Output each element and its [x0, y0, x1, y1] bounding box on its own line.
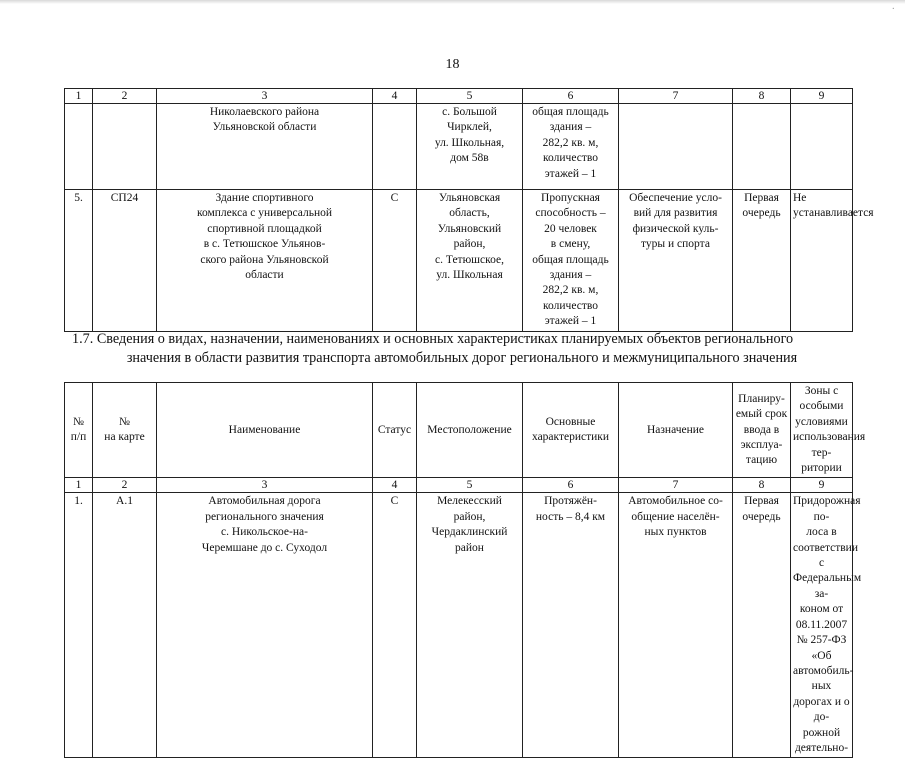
cell-line: области — [245, 269, 284, 282]
col-number: 2 — [93, 478, 157, 493]
cell-purpose — [619, 190, 733, 332]
cell-status: С — [373, 190, 417, 332]
cell-characteristics — [523, 104, 619, 190]
header-status — [373, 383, 417, 478]
col-number: 8 — [733, 478, 791, 493]
cell-line: ского района Ульяновской — [200, 253, 329, 266]
cell-characteristics — [523, 190, 619, 332]
header-line: условиями — [795, 415, 848, 428]
header-purpose — [619, 383, 733, 478]
cell-location — [417, 104, 523, 190]
cell-line: ных дорогах и о до- — [793, 680, 850, 724]
cell-name — [157, 190, 373, 332]
cell-name — [157, 493, 373, 758]
cell-zones — [791, 493, 862, 758]
cell-line: район, — [453, 238, 486, 251]
header-line: Зоны с особыми — [799, 385, 844, 413]
cell-line: 282,2 кв. м, — [542, 284, 599, 297]
cell-line: рожной деятельно- — [794, 726, 849, 754]
cell-purpose — [619, 493, 733, 758]
col-number: 5 — [417, 89, 523, 104]
cell-line: Мелекесский — [437, 495, 502, 508]
table-row — [65, 190, 853, 332]
cell-line: Чердаклинский — [431, 526, 508, 539]
cell-line: очередь — [742, 207, 781, 220]
header-map-number — [93, 383, 157, 478]
header-number — [65, 383, 93, 478]
cell-line: Автомобильное со- — [628, 495, 723, 508]
section-heading-line: значения в области развития транспорта автомобильных дорог регионального и межмуниципального значения — [126, 349, 798, 366]
col-number: 2 — [93, 89, 157, 104]
cell-line: «Об автомобиль- — [793, 649, 854, 677]
section-heading — [72, 330, 852, 367]
cell-line: с. Никольское-на- — [221, 526, 308, 539]
col-number: 7 — [619, 478, 733, 493]
cell-number: 1. — [65, 493, 93, 758]
cell-line: количество — [543, 299, 598, 312]
cell-purpose — [619, 104, 733, 190]
header-term — [733, 383, 791, 478]
col-number: 6 — [523, 89, 619, 104]
scan-mark: · — [891, 4, 895, 15]
cell-line: Не устанавливается — [793, 192, 874, 220]
cell-line: туры и спорта — [641, 238, 710, 251]
cell-line: общая площадь — [532, 106, 609, 118]
cell-line: общение населён- — [631, 510, 720, 523]
cell-line: дом 58в — [450, 152, 489, 165]
cell-line: область, — [449, 207, 490, 220]
table-row — [65, 493, 853, 758]
cell-line: Протяжён- — [544, 495, 597, 508]
cell-name — [157, 104, 373, 190]
cell-zones — [791, 190, 874, 332]
header-line: на карте — [104, 431, 145, 444]
objects-table — [64, 88, 874, 332]
cell-line: способность – — [535, 207, 606, 220]
cell-zones — [791, 104, 853, 190]
cell-line: лоса в соответствии — [793, 526, 858, 554]
header-line: № — [73, 415, 84, 428]
cell-status: С — [373, 493, 417, 758]
header-characteristics — [523, 383, 619, 478]
cell-line: Черемшане до с. Суходол — [201, 541, 328, 554]
header-line: тацию — [745, 454, 778, 467]
col-number: 8 — [733, 89, 791, 104]
cell-term — [733, 493, 791, 758]
cell-line: этажей – 1 — [544, 167, 597, 180]
cell-line: регионального значения — [205, 510, 324, 523]
header-line: характеристики — [531, 431, 610, 444]
col-number: 4 — [373, 478, 417, 493]
cell-line: Пропускная — [541, 192, 600, 204]
scan-edge — [0, 0, 905, 4]
col-number: 1 — [65, 89, 93, 104]
cell-line: 20 человек — [544, 222, 597, 235]
col-number: 6 — [523, 478, 619, 493]
cell-line: Ульяновской области — [212, 121, 317, 134]
col-number: 7 — [619, 89, 733, 104]
cell-line: Первая — [744, 192, 779, 204]
transport-objects-table — [64, 382, 866, 758]
cell-line: этажей – 1 — [544, 315, 597, 328]
cell-line: в смену, — [550, 238, 591, 251]
cell-line: здания – — [549, 269, 592, 282]
cell-line: район — [455, 541, 484, 554]
cell-line: Ульяновский — [437, 222, 502, 235]
cell-line: в с. Тетюшское Ульянов- — [203, 238, 326, 251]
col-number: 3 — [157, 89, 373, 104]
cell-line: очередь — [742, 510, 781, 523]
header-line: Наименование — [228, 423, 301, 436]
header-line: емый срок — [735, 408, 788, 421]
header-line: № — [119, 415, 130, 428]
header-line: Местоположение — [427, 423, 512, 436]
cell-number — [65, 104, 93, 190]
cell-line: вий для развития — [633, 207, 718, 220]
page-number: 18 — [445, 57, 460, 72]
cell-characteristics — [523, 493, 619, 758]
cell-line: Здание спортивного — [215, 192, 314, 204]
cell-line: 282,2 кв. м, — [542, 136, 599, 149]
header-line: Статус — [377, 423, 412, 436]
header-line: п/п — [70, 431, 87, 444]
cell-line: спортивной площадкой — [207, 222, 322, 235]
cell-line: комплекса с универсальной — [196, 207, 333, 220]
header-location — [417, 383, 523, 478]
cell-line: ных пунктов — [644, 526, 707, 539]
header-line: ритории — [801, 462, 842, 475]
cell-line: Ульяновская — [438, 192, 501, 204]
cell-line: коном от 08.11.2007 — [795, 603, 848, 631]
cell-line: с Федеральным за- — [793, 557, 862, 600]
cell-line: физической куль- — [632, 222, 719, 235]
cell-line: Обеспечение усло- — [629, 192, 722, 204]
cell-line: количество — [543, 152, 598, 165]
header-line: эксплуа- — [740, 438, 783, 451]
cell-location — [417, 190, 523, 332]
cell-line: № 257-ФЗ — [796, 634, 847, 647]
cell-map-number — [93, 104, 157, 190]
header-row — [65, 383, 853, 478]
cell-line: с. Тетюшское, — [435, 253, 504, 266]
cell-map-number: А.1 — [93, 493, 157, 758]
column-number-row — [65, 89, 853, 104]
cell-map-number: СП24 — [93, 190, 157, 332]
table-row — [65, 104, 853, 190]
cell-line: здания – — [549, 121, 592, 134]
col-number: 5 — [417, 478, 523, 493]
header-line: использования тер- — [793, 431, 866, 459]
cell-line: ул. Школьная — [436, 269, 503, 282]
header-line: Основные — [545, 415, 596, 428]
header-zones — [791, 383, 866, 478]
cell-line: с. Большой — [442, 106, 497, 118]
col-number: 9 — [791, 89, 853, 104]
header-line: Назначение — [646, 423, 705, 436]
cell-line: Придорожная по- — [793, 495, 861, 523]
section-heading-line: 1.7. Сведения о видах, назначении, наименованиях и основных характеристиках планируемых объектов регионального — [72, 331, 794, 347]
cell-line: Автомобильная дорога — [208, 495, 321, 508]
cell-line: район, — [453, 510, 486, 523]
cell-line: ность – 8,4 км — [535, 510, 606, 523]
column-number-row — [65, 478, 853, 493]
col-number: 4 — [373, 89, 417, 104]
cell-status — [373, 104, 417, 190]
cell-term — [733, 104, 791, 190]
header-line: ввода в — [743, 423, 780, 436]
header-name — [157, 383, 373, 478]
cell-term — [733, 190, 791, 332]
cell-line: Первая — [744, 495, 779, 508]
cell-line: общая площадь — [532, 253, 609, 266]
col-number: 3 — [157, 478, 373, 493]
col-number: 1 — [65, 478, 93, 493]
col-number: 9 — [791, 478, 853, 493]
cell-location — [417, 493, 523, 758]
cell-line: Чирклей, — [447, 121, 492, 134]
cell-line: ул. Школьная, — [434, 136, 505, 149]
cell-number: 5. — [65, 190, 93, 332]
cell-line: Николаевского района — [209, 106, 320, 118]
header-line: Планиру- — [738, 392, 785, 405]
